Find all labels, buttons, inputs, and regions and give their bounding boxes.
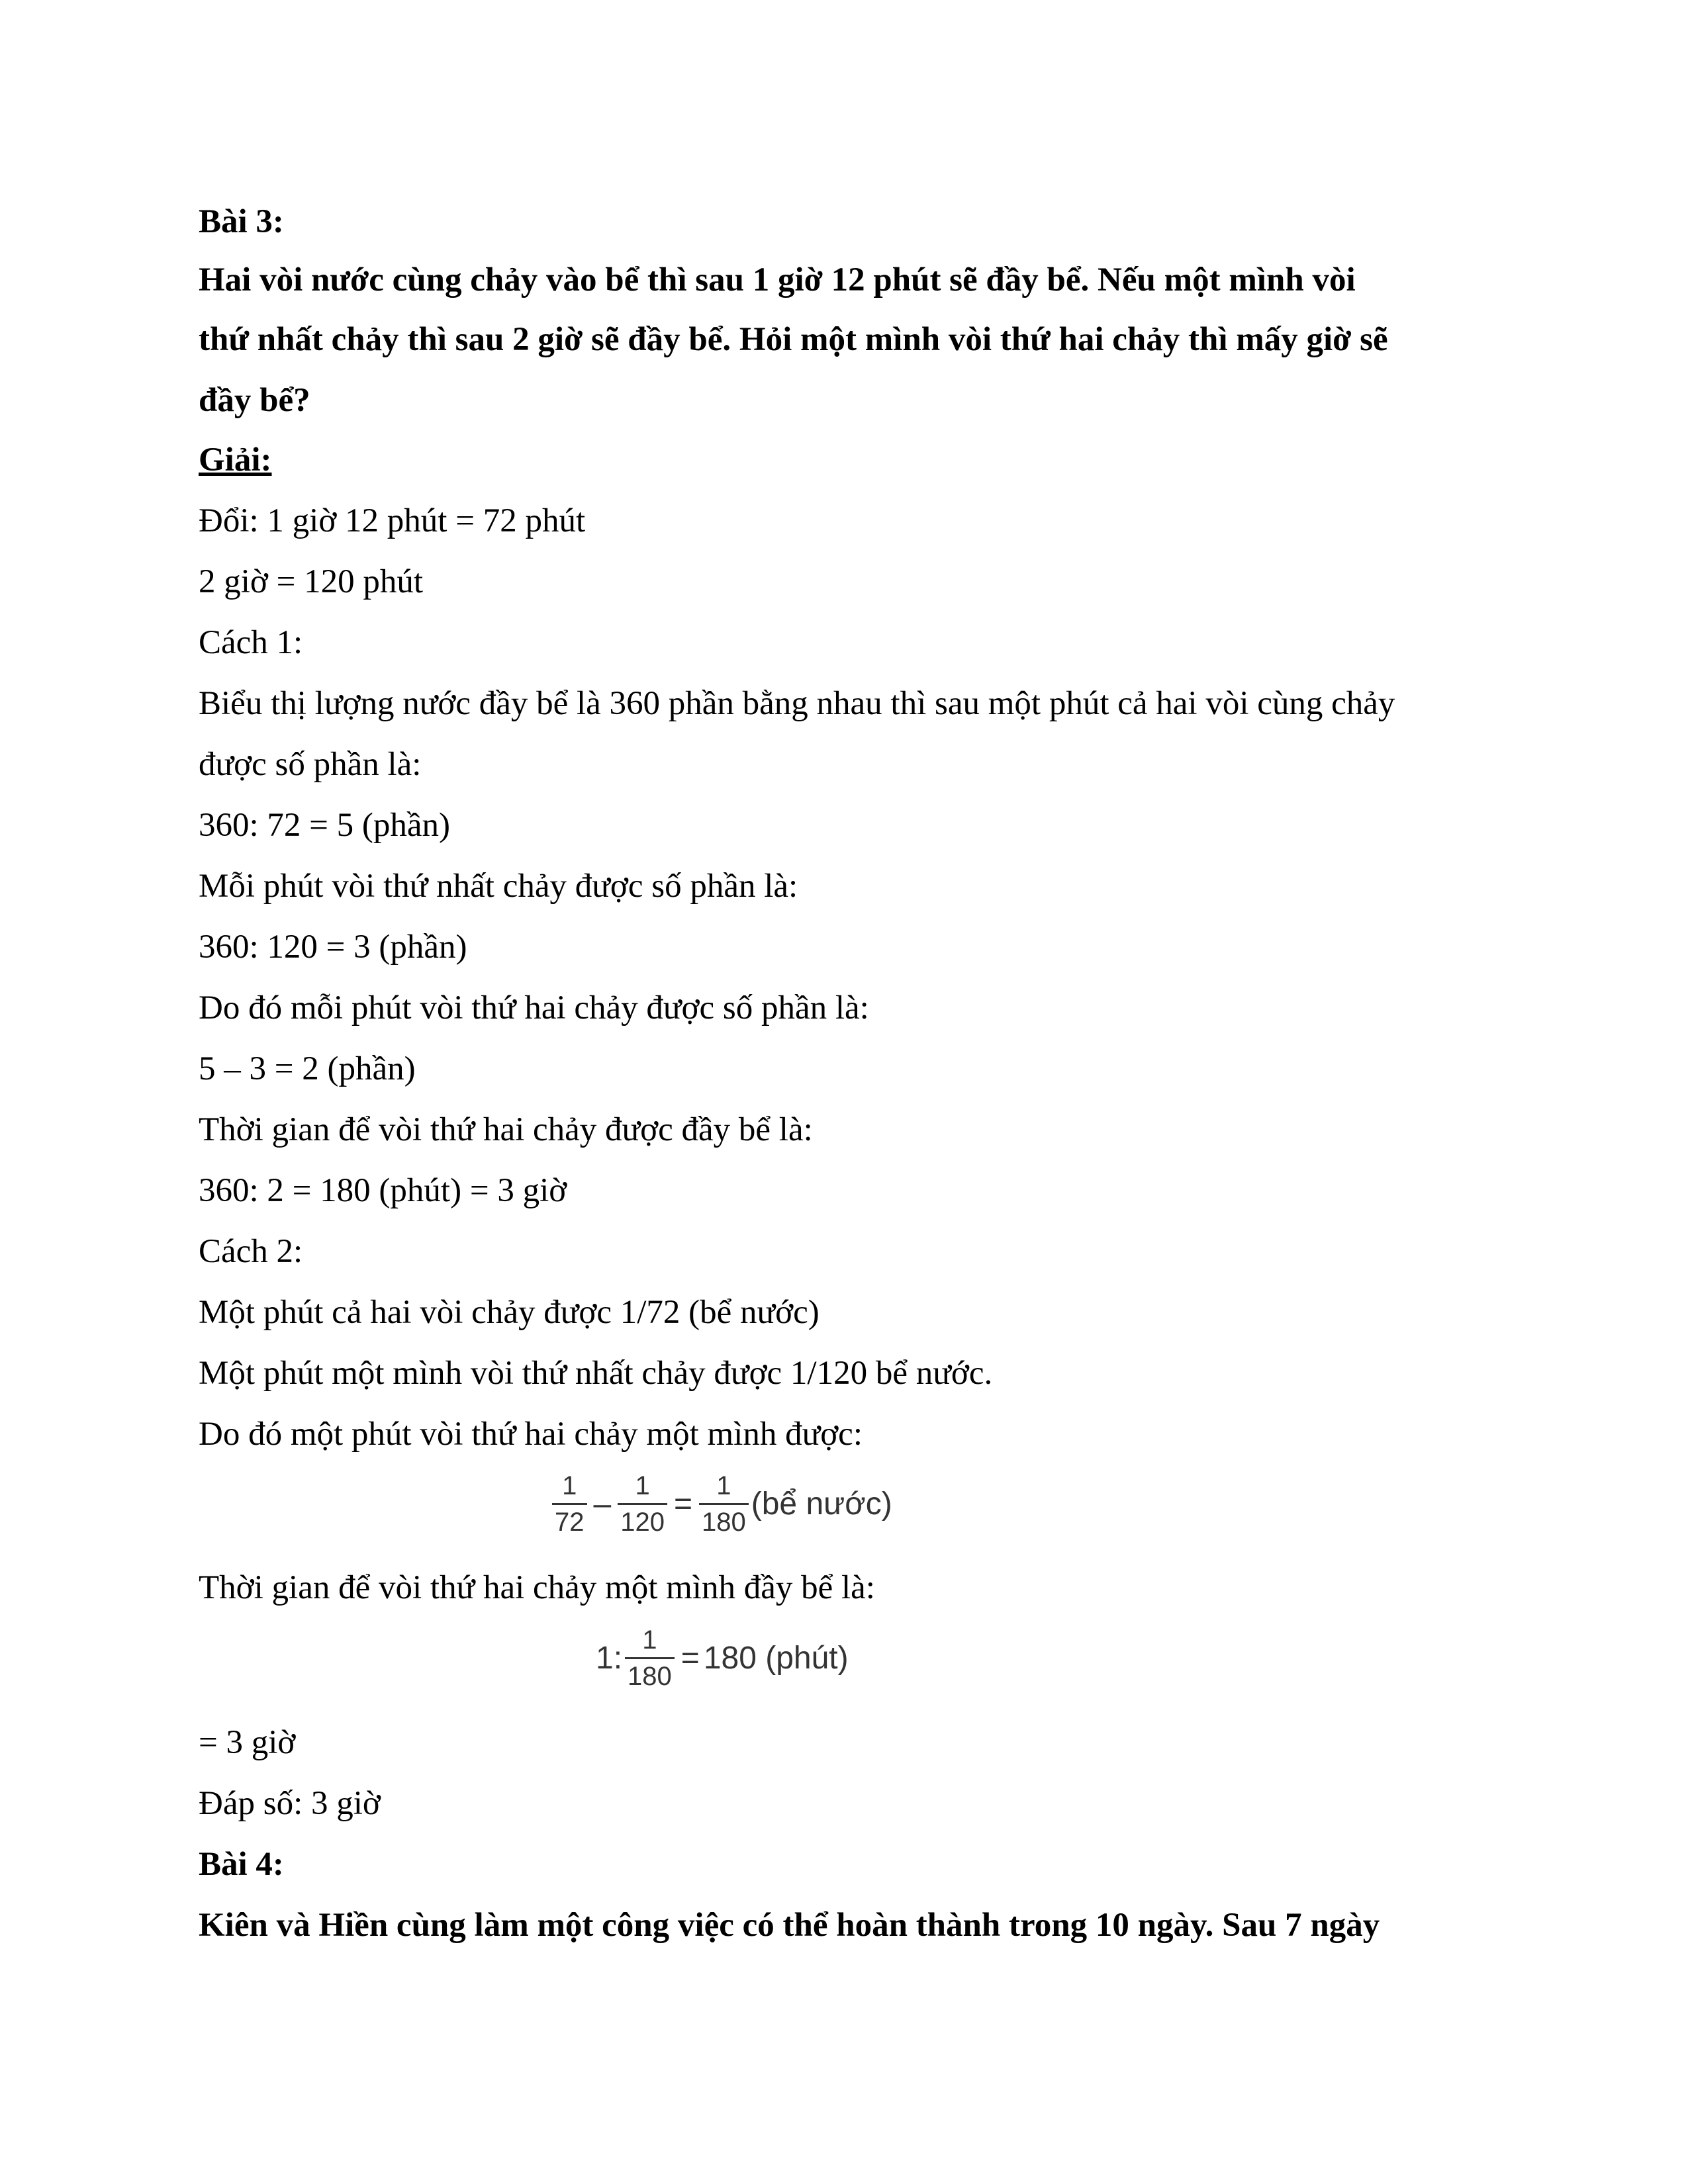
fraction-denominator: 72 (555, 1508, 585, 1537)
method-1-line-3: Mỗi phút vòi thứ nhất chảy được số phần là: (199, 868, 798, 905)
exercise-3-problem-line-3: đầy bể? (199, 382, 310, 419)
equals-sign: = (680, 1641, 700, 1676)
fraction-numerator: 1 (642, 1625, 657, 1655)
formula-result: 180 (phút) (703, 1641, 849, 1676)
exercise-3-title: Bài 3: (199, 203, 284, 240)
fraction-1-180 (699, 1471, 749, 1537)
fraction-bar (552, 1503, 587, 1505)
fraction-numerator: 1 (635, 1471, 650, 1500)
formula-division (596, 1625, 849, 1692)
formula-unit: (bể nước) (751, 1486, 892, 1522)
exercise-4-problem-line-1: Kiên và Hiền cùng làm một công việc có thể hoàn thành trong 10 ngày. Sau 7 ngày (199, 1907, 1380, 1944)
formula-lead: 1: (596, 1641, 623, 1676)
method-2-line-2: Một phút một mình vòi thứ nhất chảy được 1/120 bể nước. (199, 1355, 993, 1392)
method-1-calc-4: 360: 2 = 180 (phút) = 3 giờ (199, 1172, 567, 1209)
final-answer: Đáp số: 3 giờ (199, 1785, 381, 1822)
conversion-line-2: 2 giờ = 120 phút (199, 563, 424, 600)
method-2-label: Cách 2: (199, 1233, 303, 1270)
method-1-line-4: Do đó mỗi phút vòi thứ hai chảy được số phần là: (199, 989, 869, 1026)
method-2-line-1: Một phút cả hai vòi chảy được 1/72 (bể nước) (199, 1294, 820, 1331)
fraction-bar (618, 1503, 667, 1505)
formula-fraction-subtraction (549, 1471, 892, 1537)
fraction-1-180 (625, 1625, 675, 1692)
method-1-calc-3: 5 – 3 = 2 (phần) (199, 1050, 416, 1087)
minus-sign: – (593, 1486, 612, 1522)
fraction-denominator: 180 (628, 1662, 672, 1691)
exercise-3-problem-line-1: Hai vòi nước cùng chảy vào bể thì sau 1 giờ 12 phút sẽ đầy bể. Nếu một mình vòi (199, 261, 1356, 298)
method-2-line-3: Do đó một phút vòi thứ hai chảy một mình được: (199, 1416, 863, 1453)
exercise-4-title: Bài 4: (199, 1846, 284, 1883)
fraction-numerator: 1 (716, 1471, 731, 1500)
fraction-denominator: 120 (620, 1508, 665, 1537)
fraction-bar (625, 1657, 675, 1659)
solution-label: Giải: (199, 441, 272, 478)
method-2-line-4: Thời gian để vòi thứ hai chảy một mình đầy bể là: (199, 1569, 875, 1606)
method-2-result: = 3 giờ (199, 1724, 296, 1761)
fraction-numerator: 1 (562, 1471, 577, 1500)
method-1-label: Cách 1: (199, 624, 303, 661)
equals-sign: = (673, 1486, 692, 1522)
fraction-1-72 (552, 1471, 587, 1537)
method-1-line-1: Biểu thị lượng nước đầy bể là 360 phần bằng nhau thì sau một phút cả hai vòi cùng chảy (199, 685, 1395, 722)
method-1-line-2: được số phần là: (199, 746, 422, 783)
conversion-line-1: Đổi: 1 giờ 12 phút = 72 phút (199, 502, 586, 539)
exercise-3-problem-line-2: thứ nhất chảy thì sau 2 giờ sẽ đầy bể. Hỏi một mình vòi thứ hai chảy thì mấy giờ sẽ (199, 321, 1388, 358)
fraction-bar (699, 1503, 749, 1505)
fraction-1-120 (618, 1471, 667, 1537)
method-1-line-5: Thời gian để vòi thứ hai chảy được đầy bể là: (199, 1111, 813, 1148)
method-1-calc-2: 360: 120 = 3 (phần) (199, 929, 467, 966)
method-1-calc-1: 360: 72 = 5 (phần) (199, 807, 451, 844)
fraction-denominator: 180 (701, 1508, 746, 1537)
